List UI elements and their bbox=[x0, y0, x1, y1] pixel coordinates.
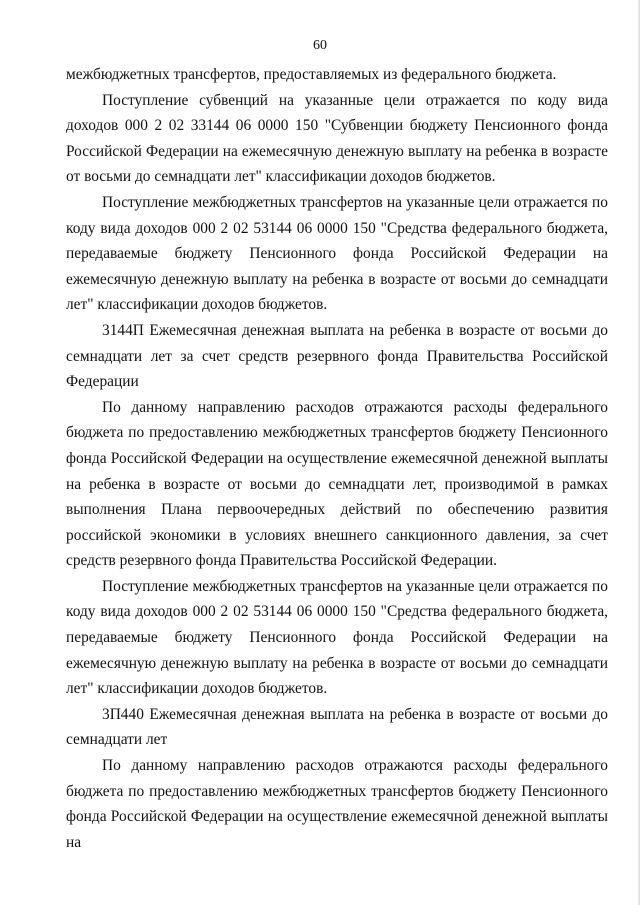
paragraph-3144p-description: По данному направлению расходов отражаются расходы федерального бюджета по предоставлению межбюджетных трансфертов бюджету Пенсионного фонда Российской Федерации на осуществление ежемесячной денежной выплаты на ребенка в возрасте от восьми до семнадцати лет, производимой в рамках выполнения Плана первоочередных действий по обеспечению развития российской экономики в условиях внешнего санкционного давления, за счет средств резервного фонда Правительства Российской Федерации. bbox=[66, 398, 608, 570]
paragraph-transfer-receipt: Поступление межбюджетных трансфертов на указанные цели отражается по коду вида доходов 000 2 02 53144 06 0000 150 "Средства федерального бюджета, передаваемые бюджету Пенсионного фонда Российской Федерации на ежемесячную денежную выплату на ребенка в возрасте от восьми до семнадцати лет" классификации доходов бюджетов. bbox=[66, 193, 608, 314]
section-heading-3p440: 3П440 Ежемесячная денежная выплата на ребенка в возрасте от восьми до семнадцати лет bbox=[66, 705, 608, 749]
section-heading-3144p: 3144П Ежемесячная денежная выплата на ребенка в возрасте от восьми до семнадцати лет за счет средств резервного фонда Правительства Российской Федерации bbox=[66, 321, 608, 391]
document-body bbox=[66, 62, 608, 855]
paragraph-3p440-description: По данному направлению расходов отражаются расходы федерального бюджета по предоставлению межбюджетных трансфертов бюджету Пенсионного фонда Российской Федерации на осуществление ежемесячной денежной выплаты на bbox=[66, 757, 608, 851]
page-number: 60 bbox=[313, 38, 327, 53]
paragraph-3144p-receipt: Поступление межбюджетных трансфертов на указанные цели отражается по коду вида доходов 000 2 02 53144 06 0000 150 "Средства федерального бюджета, передаваемые бюджету Пенсионного фонда Российской Федерации на ежемесячную денежную выплату на ребенка в возрасте от восьми до семнадцати лет" классификации доходов бюджетов. bbox=[66, 577, 608, 698]
paragraph-continuation: межбюджетных трансфертов, предоставляемых из федерального бюджета. bbox=[66, 66, 557, 83]
paragraph-subvention-receipt: Поступление субвенций на указанные цели отражается по коду вида доходов 000 2 02 33144 06 0000 150 "Субвенции бюджету Пенсионного фонда Российской Федерации на ежемесячную денежную выплату на ребенка в возрасте от восьми до семнадцати лет" классификации доходов бюджетов. bbox=[66, 91, 608, 186]
